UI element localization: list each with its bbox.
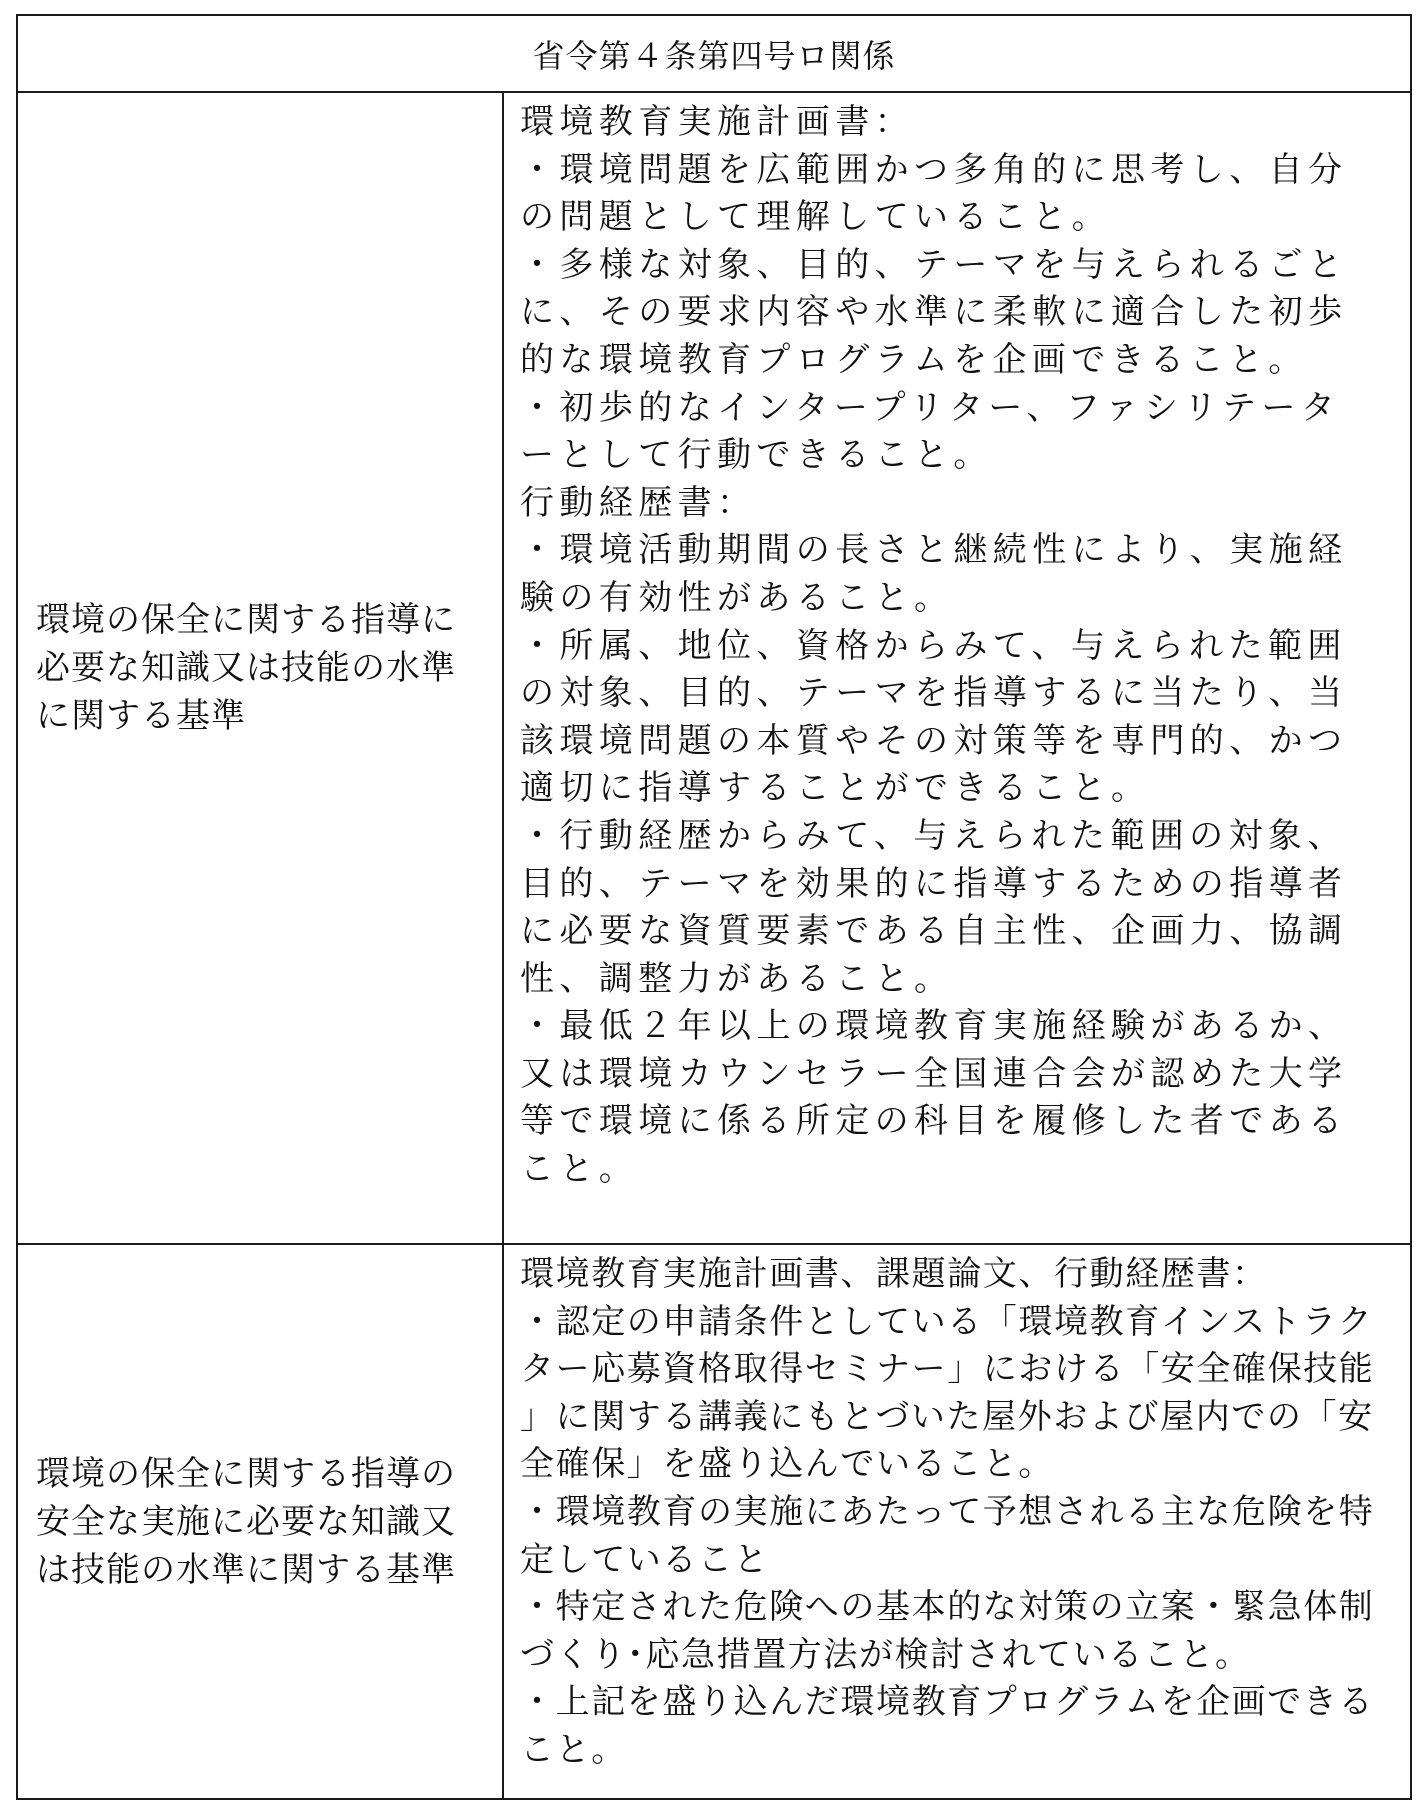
content-line: 定していること: [520, 1539, 770, 1580]
content-line: 」に関する講義にもとづいた屋外および屋内での「安: [520, 1396, 1374, 1437]
criteria-table: [16, 14, 1412, 1800]
content-line: 行動経歴書：: [520, 482, 757, 523]
row-label: [18, 596, 468, 740]
content-line: ・環境教育の実施にあたって予想される主な危険を特: [520, 1491, 1375, 1532]
content-line: 該環境問題の本質やその対策等を専門的、かつ: [520, 720, 1348, 761]
table-row: [18, 93, 1410, 1245]
content-line: こと。: [520, 1729, 627, 1770]
content-line: 環境教育実施計画書：: [520, 102, 914, 142]
table-header: 省令第４条第四号ロ関係: [18, 16, 1410, 93]
row-content-cell: [504, 1245, 1410, 1798]
row-label-cell: [18, 1245, 504, 1798]
content-line: に、その要求内容や水準に柔軟に適合した初歩: [520, 292, 1348, 333]
table-row: [18, 1245, 1410, 1798]
content-line: の対象、目的、テーマを指導するに当たり、当: [520, 673, 1348, 714]
content-line: 又は環境カウンセラー全国連合会が認めた大学: [520, 1053, 1348, 1094]
row-label-cell: [18, 93, 504, 1243]
row-label: [18, 1450, 468, 1594]
content-line: づくり･応急措置方法が検討されていること。: [520, 1634, 1251, 1675]
content-line: 性、調整力があること。: [520, 958, 954, 999]
content-line: 験の有効性があること。: [520, 577, 954, 618]
content-line: ーとして行動できること。: [520, 435, 993, 476]
content-line: ・行動経歴からみて、与えられた範囲の対象、: [520, 815, 1347, 856]
content-line: ター応募資格取得セミナー」における「安全確保技能: [520, 1349, 1375, 1390]
content-line: の問題として理解していること。: [520, 197, 1111, 238]
content-line: ・上記を盛り込んだ環境教育プログラムを企画できる: [520, 1682, 1375, 1723]
row-label-line: 安全な実施に必要な知識又: [36, 1501, 456, 1542]
row-label-line: は技能の水準に関する基準: [36, 1549, 456, 1590]
content-line: 目的、テーマを効果的に指導するための指導者: [520, 863, 1348, 904]
content-line: ・環境活動期間の長さと継続性により、実施経: [520, 530, 1348, 571]
content-line: こと。: [520, 1149, 639, 1190]
content-line: ・特定された危険への基本的な対策の立案・緊急体制: [520, 1587, 1375, 1628]
row-label-line: 必要な知識又は技能の水準: [36, 648, 456, 688]
content-line: ・初歩的なインタープリター、ファシリテータ: [520, 387, 1341, 428]
content-line: 全確保」を盛り込んでいること。: [520, 1444, 1054, 1485]
row-content-cell: [504, 93, 1410, 1243]
content-line: ・最低２年以上の環境教育実施経験があるか、: [520, 1006, 1348, 1047]
content-line: 適切に指導することができること。: [520, 768, 1151, 809]
content-line: ・環境問題を広範囲かつ多角的に思考し、自分: [520, 149, 1348, 190]
content-line: 等で環境に係る所定の科目を履修した者である: [520, 1101, 1348, 1142]
row-label-line: 環境の保全に関する指導に: [36, 600, 456, 640]
row-label-line: 環境の保全に関する指導の: [36, 1453, 456, 1494]
content-line: に必要な資質要素である自主性、企画力、協調: [520, 911, 1348, 952]
content-line: ・多様な対象、目的、テーマを与えられるごと: [520, 244, 1348, 285]
content-line: 環境教育実施計画書、課題論文、行動経歴書：: [520, 1254, 1268, 1294]
row-label-line: に関する基準: [36, 696, 246, 736]
content-line: ・認定の申請条件としている「環境教育インストラク: [520, 1301, 1374, 1342]
content-line: 的な環境教育プログラムを企画できること。: [520, 339, 1308, 380]
content-line: ・所属、地位、資格からみて、与えられた範囲: [520, 625, 1347, 666]
